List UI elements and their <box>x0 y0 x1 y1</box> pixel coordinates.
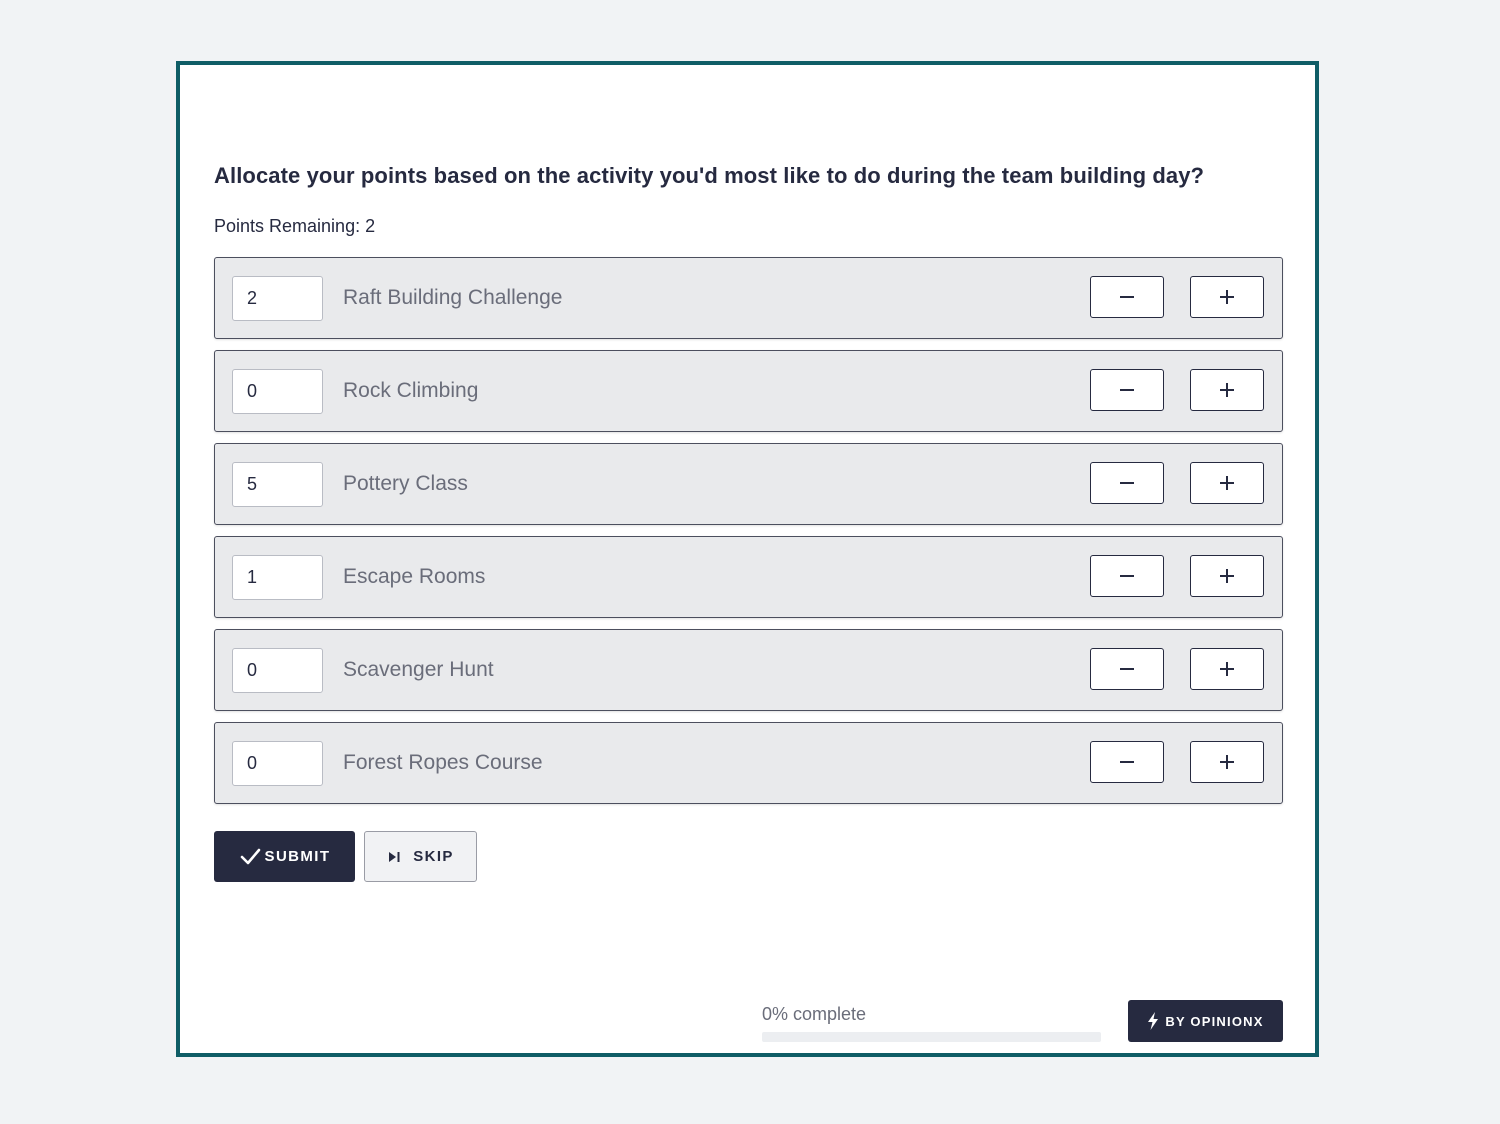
points-remaining: Points Remaining: 2 <box>214 216 376 236</box>
plus-icon <box>1218 753 1236 771</box>
decrement-button[interactable] <box>1090 462 1164 504</box>
points-input[interactable] <box>232 741 323 786</box>
points-input[interactable] <box>232 462 323 507</box>
plus-icon <box>1218 660 1236 678</box>
progress-label: 0% complete <box>762 1004 867 1024</box>
option-label: Escape Rooms <box>343 565 486 588</box>
skip-next-icon <box>387 850 401 864</box>
submit-button[interactable] <box>214 831 355 882</box>
minus-icon <box>1118 660 1136 678</box>
brand-label: BY OPINIONX <box>1165 1013 1264 1029</box>
check-icon <box>239 846 261 868</box>
points-input[interactable] <box>232 369 323 414</box>
option-label: Rock Climbing <box>343 379 479 402</box>
points-input[interactable] <box>232 276 323 321</box>
option-label: Scavenger Hunt <box>343 658 494 681</box>
increment-button[interactable] <box>1190 276 1264 318</box>
option-label: Raft Building Challenge <box>343 286 563 309</box>
survey-card <box>176 61 1319 1057</box>
option-row <box>214 257 1283 339</box>
minus-icon <box>1118 474 1136 492</box>
points-input[interactable] <box>232 648 323 693</box>
minus-icon <box>1118 753 1136 771</box>
increment-button[interactable] <box>1190 462 1264 504</box>
option-label: Forest Ropes Course <box>343 751 543 774</box>
decrement-button[interactable] <box>1090 555 1164 597</box>
plus-icon <box>1218 474 1236 492</box>
plus-icon <box>1218 567 1236 585</box>
option-row <box>214 350 1283 432</box>
powered-by-badge[interactable] <box>1128 1000 1283 1042</box>
decrement-button[interactable] <box>1090 369 1164 411</box>
skip-label: SKIP <box>413 848 454 865</box>
lightning-bolt-icon <box>1147 1012 1159 1030</box>
increment-button[interactable] <box>1190 555 1264 597</box>
minus-icon <box>1118 288 1136 306</box>
decrement-button[interactable] <box>1090 648 1164 690</box>
decrement-button[interactable] <box>1090 741 1164 783</box>
skip-button[interactable] <box>364 831 477 882</box>
options-list <box>214 257 1283 815</box>
option-row <box>214 629 1283 711</box>
increment-button[interactable] <box>1190 648 1264 690</box>
plus-icon <box>1218 288 1236 306</box>
question-title: Allocate your points based on the activity you'd most like to do during the team building day? <box>214 163 1205 188</box>
increment-button[interactable] <box>1190 741 1264 783</box>
option-row <box>214 722 1283 804</box>
option-row <box>214 536 1283 618</box>
option-row <box>214 443 1283 525</box>
submit-label: SUBMIT <box>264 848 331 865</box>
increment-button[interactable] <box>1190 369 1264 411</box>
decrement-button[interactable] <box>1090 276 1164 318</box>
minus-icon <box>1118 567 1136 585</box>
points-input[interactable] <box>232 555 323 600</box>
minus-icon <box>1118 381 1136 399</box>
option-label: Pottery Class <box>343 472 468 495</box>
plus-icon <box>1218 381 1236 399</box>
progress-bar <box>762 1032 1101 1042</box>
